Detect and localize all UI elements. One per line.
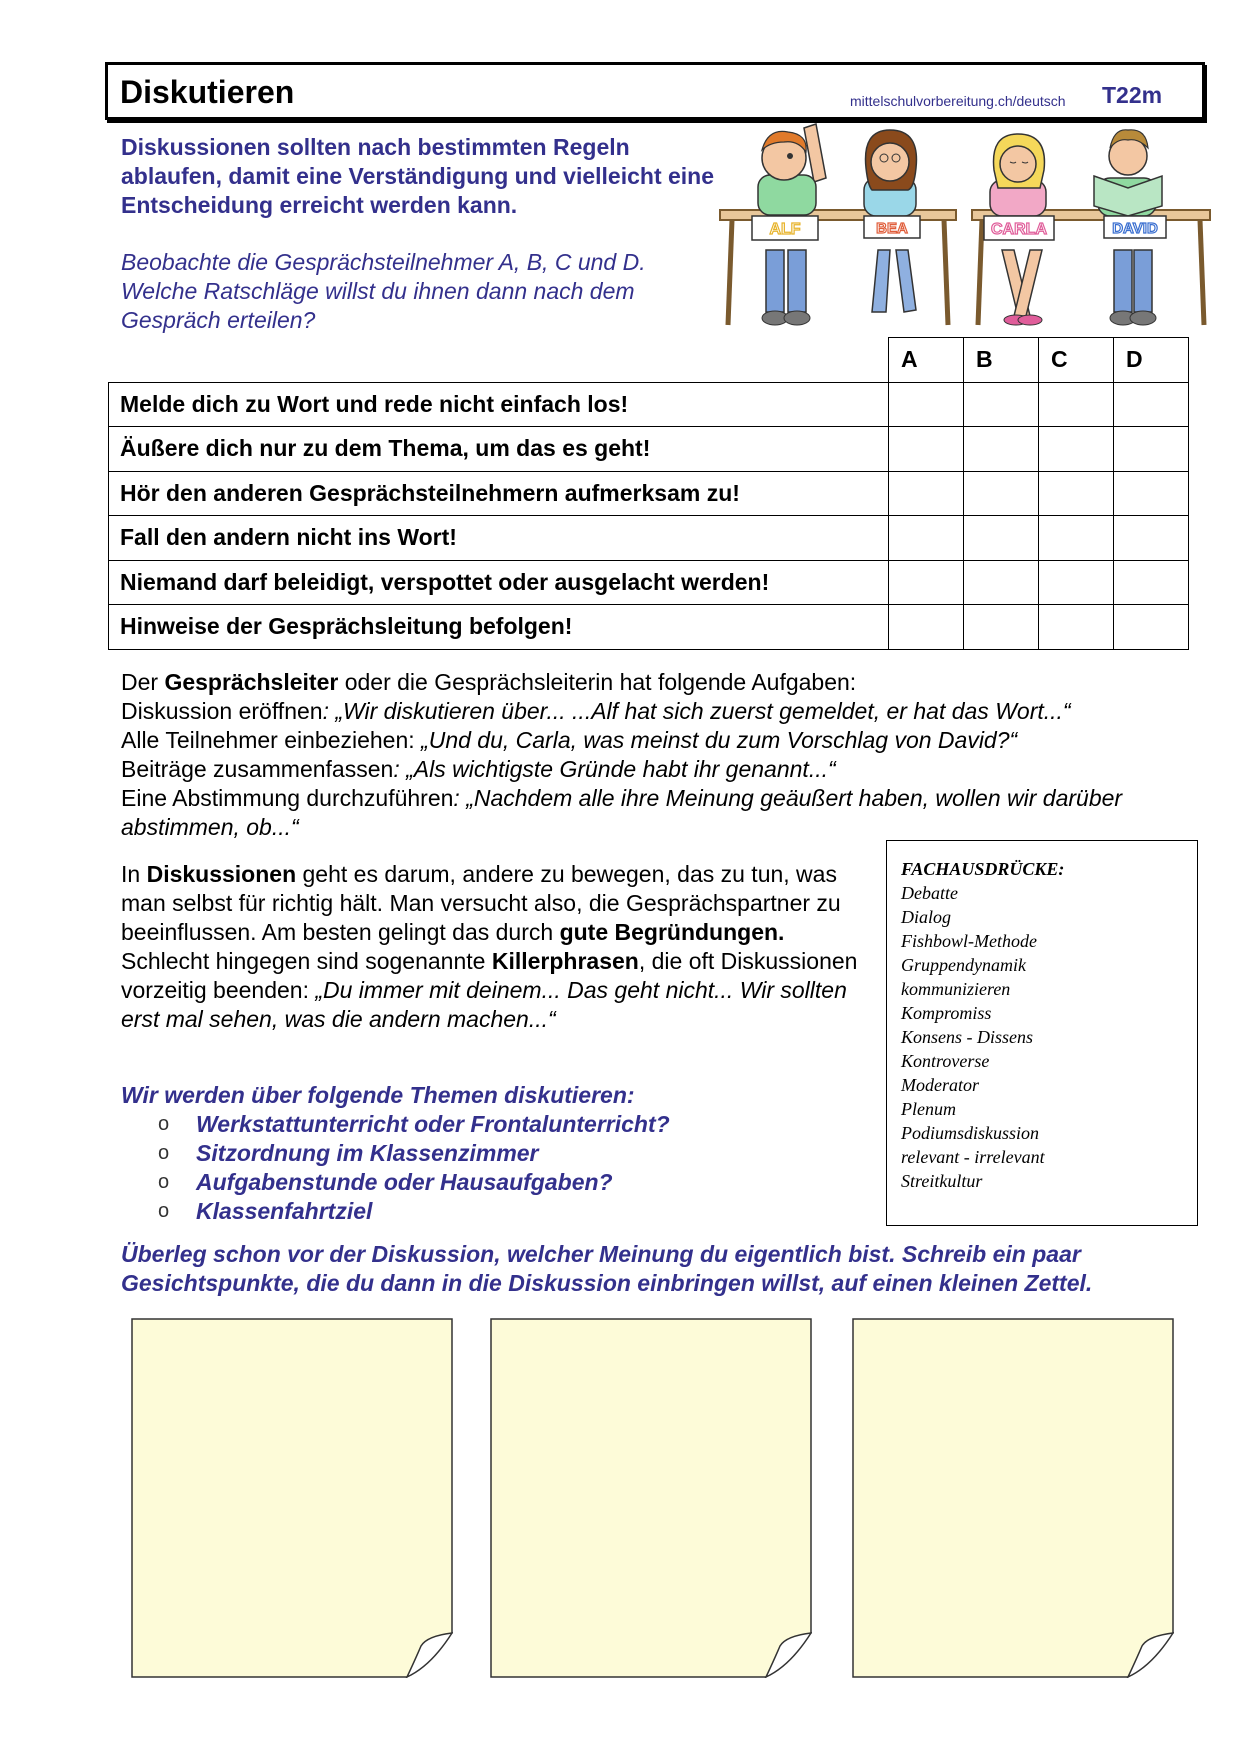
discussion-paragraph [121,860,866,1034]
leader-intro-bold: Gesprächsleiter [164,669,339,695]
nameplate-carla [984,216,1054,240]
check-cell-a[interactable] [889,471,964,516]
rule-text: Hör den anderen Gesprächsteilnehmern aufmerksam zu! [109,471,889,516]
table-row [109,516,1189,561]
discussion-bold: Diskussionen [146,861,297,887]
rule-text: Melde dich zu Wort und rede nicht einfach los! [109,382,889,427]
bullet-icon: o [158,1200,170,1222]
rules-table [108,337,1189,650]
check-cell-c[interactable] [1039,560,1114,605]
discussion-text: In [121,861,147,887]
table-row [109,471,1189,516]
leader-task-label: Diskussion eröffnen [121,698,323,724]
nameplate-bea-label: BEA [876,220,908,237]
topics-heading: Wir werden über folgende Themen diskutieren: [121,1082,635,1108]
list-item [158,1110,670,1139]
nameplate-bea [864,216,920,238]
leader-intro-post: oder die Gesprächsleiterin hat folgende Aufgaben: [338,669,857,695]
check-cell-b[interactable] [964,471,1039,516]
check-cell-a[interactable] [889,382,964,427]
leader-task-quote: : „Wir diskutieren über... ...Alf hat sich zuerst gemeldet, er hat das Wort...“ [322,698,1071,724]
term-item: Dialog [901,907,952,927]
topic-text: Werkstattunterricht oder Frontalunterricht? [196,1111,670,1137]
term-item: Podiumsdiskussion [901,1123,1040,1143]
bullet-icon: o [158,1171,170,1193]
discussion-quote: „Du immer mit deinem... Das geht nicht... Wir sollten erst mal sehen, was die andern machen...“ [121,977,847,1032]
source-url: mittelschulvorbereitung.ch/deutsch [850,93,1066,109]
nameplate-carla-label: CARLA [991,221,1047,238]
leader-task-label: Eine Abstimmung durchzuführen [121,785,454,811]
check-cell-d[interactable] [1114,516,1189,561]
check-cell-b[interactable] [964,382,1039,427]
bullet-icon: o [158,1113,170,1135]
check-cell-d[interactable] [1114,471,1189,516]
discussion-text: Schlecht hingegen sind sogenannte [121,948,492,974]
check-cell-c[interactable] [1039,516,1114,561]
check-cell-b[interactable] [964,605,1039,650]
page-title: Diskutieren [120,74,295,110]
leader-section [121,668,1201,842]
term-item: relevant - irrelevant [901,1147,1045,1167]
pupils-illustration [718,120,1212,338]
term-item: Kontroverse [901,1051,990,1071]
nameplate-alf-label: ALF [769,221,801,238]
leader-intro-pre: Der [121,669,165,695]
term-item: Gruppendynamik [901,955,1026,975]
check-cell-a[interactable] [889,605,964,650]
list-item [158,1197,670,1226]
rule-text: Niemand darf beleidigt, verspottet oder ausgelacht werden! [109,560,889,605]
topics-section [121,1081,670,1226]
header-box [105,62,1205,120]
leader-task [121,755,1201,784]
term-item: Plenum [901,1099,956,1119]
nameplate-david [1104,216,1166,238]
check-cell-d[interactable] [1114,605,1189,650]
leader-task-quote: : „Als wichtigste Gründe habt ihr genannt...“ [393,756,836,782]
leader-intro [121,668,1201,697]
note-paper-2[interactable] [490,1318,812,1678]
closing-instruction: Überleg schon vor der Diskussion, welcher Meinung du eigentlich bist. Schreib ein paar Gesichtspunkte, die du dann in die Diskussion einbringen willst, auf einen kleinen Zettel. [121,1241,1093,1296]
intro-text: Diskussionen sollten nach bestimmten Regeln ablaufen, damit eine Verständigung und vielleicht eine Entscheidung erreicht werden kann. [121,134,715,218]
leader-task [121,726,1201,755]
term-item: Debatte [901,883,958,903]
term-item: Streitkultur [901,1171,983,1191]
rule-text: Hinweise der Gesprächsleitung befolgen! [109,605,889,650]
table-header-blank [109,338,889,383]
list-item [158,1139,670,1168]
discussion-bold: Killerphrasen [491,948,639,974]
rule-text: Fall den andern nicht ins Wort! [109,516,889,561]
check-cell-d[interactable] [1114,560,1189,605]
discussion-bold: gute Begründungen. [559,919,785,945]
check-cell-b[interactable] [964,516,1039,561]
terms-heading: FACHAUSDRÜCKE: [901,859,1065,879]
term-item: Konsens - Dissens [901,1027,1034,1047]
task-text: Beobachte die Gesprächsteilnehmer A, B, C und D. Welche Ratschläge willst du ihnen dann nach dem Gespräch erteilen? [121,249,646,333]
note-paper-3[interactable] [852,1318,1174,1678]
table-row [109,605,1189,650]
table-row [109,560,1189,605]
rule-text: Äußere dich nur zu dem Thema, um das es geht! [109,427,889,472]
table-row [109,382,1189,427]
term-item: Moderator [901,1075,979,1095]
check-cell-a[interactable] [889,427,964,472]
nameplate-david-label: DAVID [1112,220,1158,237]
check-cell-b[interactable] [964,427,1039,472]
check-cell-c[interactable] [1039,605,1114,650]
topic-text: Klassenfahrtziel [196,1198,373,1224]
leader-task-quote: : „Nachdem alle ihre Meinung geäußert haben, wollen wir darüber abstimmen, ob...“ [121,785,1123,840]
term-item: kommunizieren [901,979,1011,999]
discussion-text: geht es darum, andere zu bewegen, das zu tun, was man selbst für richtig hält. Man versucht also, die Gesprächspartner zu beeinflussen. Am besten gelingt das durch [121,861,841,945]
check-cell-c[interactable] [1039,382,1114,427]
column-header-d: D [1114,338,1189,383]
term-item: Fishbowl-Methode [901,931,1037,951]
column-header-a: A [889,338,964,383]
leader-task [121,784,1201,842]
check-cell-c[interactable] [1039,471,1114,516]
topic-text: Aufgabenstunde oder Hausaufgaben? [196,1169,613,1195]
term-item: Kompromiss [901,1003,992,1023]
column-header-b: B [964,338,1039,383]
check-cell-d[interactable] [1114,427,1189,472]
note-paper-1[interactable] [131,1318,453,1678]
column-header-c: C [1039,338,1114,383]
list-item [158,1168,670,1197]
leader-task-label: Alle Teilnehmer einbeziehen: [121,727,422,753]
topics-list [158,1110,670,1226]
table-row [109,427,1189,472]
leader-task [121,697,1201,726]
discussion-text: , die oft Diskussionen vorzeitig beenden: [121,948,858,1003]
table-header-row [109,338,1189,383]
check-cell-d[interactable] [1114,382,1189,427]
check-cell-a[interactable] [889,516,964,561]
worksheet-code: T22m [1102,82,1163,108]
bullet-icon: o [158,1142,170,1164]
leader-task-label: Beiträge zusammenfassen [121,756,394,782]
topic-text: Sitzordnung im Klassenzimmer [196,1140,539,1166]
leader-task-quote: „Und du, Carla, was meinst du zum Vorschlag von David?“ [421,727,1018,753]
check-cell-c[interactable] [1039,427,1114,472]
technical-terms-box [886,840,1198,1226]
check-cell-b[interactable] [964,560,1039,605]
check-cell-a[interactable] [889,560,964,605]
nameplate-alf [752,216,818,240]
